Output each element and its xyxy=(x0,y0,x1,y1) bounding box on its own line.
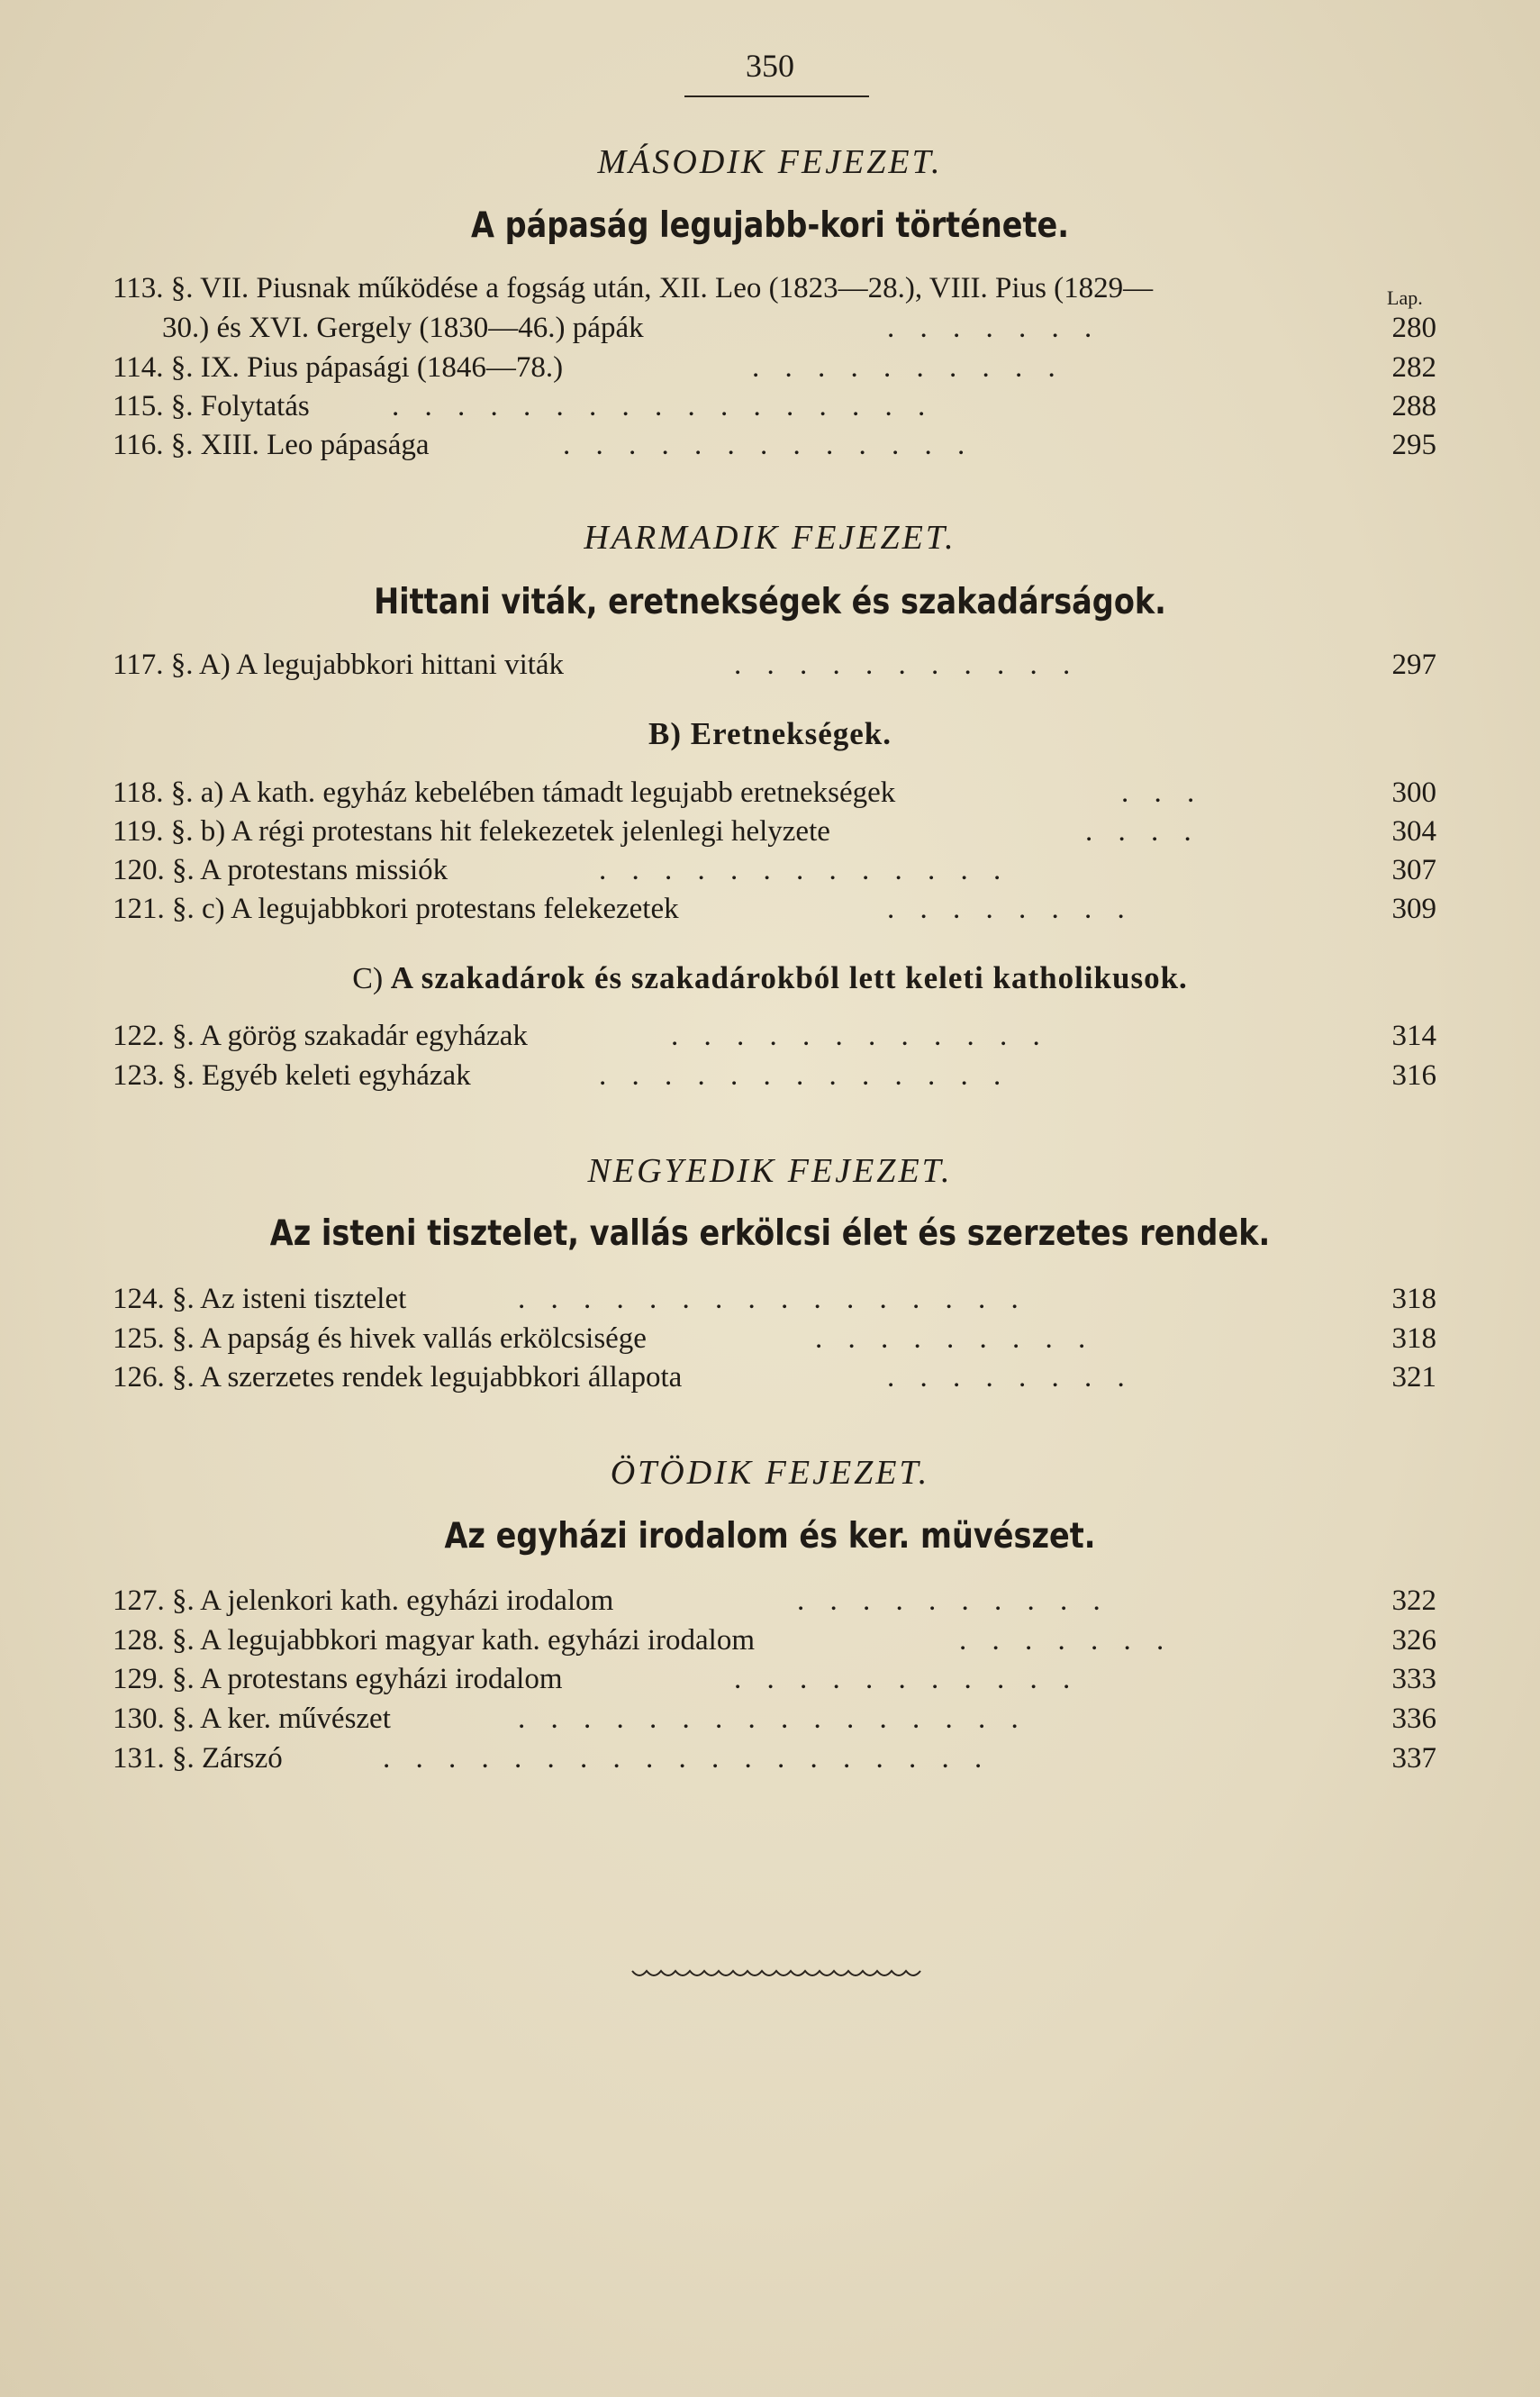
leader-dots: . . . . . . . . . . xyxy=(797,1584,1110,1617)
page-number-rule xyxy=(684,95,869,97)
toc-entry-text: 125. §. A papság és hivek vallás erkölcsisége xyxy=(113,1322,647,1355)
toc-page-number: 295 xyxy=(1391,429,1436,461)
toc-entry xyxy=(113,1581,1436,1621)
chapter-title-4: NEGYEDIK FEJEZET. xyxy=(587,1152,953,1190)
toc-entry xyxy=(113,308,1436,348)
toc-entry-text: 30.) és XVI. Gergely (1830—46.) pápák xyxy=(162,312,644,344)
toc-entry xyxy=(113,1319,1436,1358)
toc-entry-text: 120. §. A protestans missiók xyxy=(113,854,448,886)
toc-page-number: 280 xyxy=(1391,312,1436,344)
toc-entry-text: 128. §. A legujabbkori magyar kath. egyházi irodalom xyxy=(113,1624,755,1657)
toc-entry-text: 129. §. A protestans egyházi irodalom xyxy=(113,1663,563,1695)
toc-entry xyxy=(113,812,1436,851)
toc-entry-text: 121. §. c) A legujabbkori protestans felekezetek xyxy=(113,893,679,925)
toc-entry xyxy=(113,1357,1436,1397)
toc-entry xyxy=(113,268,1436,308)
toc-page-number: 337 xyxy=(1391,1742,1436,1775)
toc-entry xyxy=(113,425,1436,465)
toc-entry-text: 126. §. A szerzetes rendek legujabbkori állapota xyxy=(113,1361,683,1394)
toc-entry-text: 123. §. Egyéb keleti egyházak xyxy=(113,1059,471,1092)
toc-entry-text: 116. §. XIII. Leo pápasága xyxy=(113,429,430,461)
toc-entry-text: 113. §. VII. Piusnak működése a fogság után, XII. Leo (1823—28.), VIII. Pius (1829— xyxy=(113,272,1154,304)
wavy-ornament-icon xyxy=(630,1964,923,1984)
toc-entry xyxy=(113,889,1436,929)
page-number: 350 xyxy=(746,48,794,84)
section-heading-b-text: B) Eretnekségek. xyxy=(648,716,892,751)
toc-entry xyxy=(113,645,1436,685)
lap-column-label: Lap. xyxy=(1387,286,1423,309)
section-heading-c-text: A szakadárok és szakadárokból lett keleti katholikusok. xyxy=(390,960,1188,995)
leader-dots: . . . . . . . . . . . xyxy=(734,1663,1080,1695)
chapter-title-2: MÁSODIK FEJEZET. xyxy=(597,143,943,181)
toc-page-number: 314 xyxy=(1391,1020,1436,1052)
leader-dots: . . . . . . . xyxy=(887,312,1101,344)
toc-entry-text: 119. §. b) A régi protestans hit felekezetek jelenlegi helyzete xyxy=(113,815,830,848)
leader-dots: . . . . . . . . . . . . . . . . . xyxy=(392,390,935,422)
toc-entry-text: 115. §. Folytatás xyxy=(113,390,310,422)
leader-dots: . . . . . . . . xyxy=(887,1361,1134,1394)
toc-entry xyxy=(113,348,1436,387)
leader-dots: . . . . xyxy=(1085,815,1200,848)
leader-dots: . . . . . . . . . . . . . xyxy=(599,1059,1010,1092)
toc-entry-text: 127. §. A jelenkori kath. egyházi irodalom xyxy=(113,1584,614,1617)
toc-entry xyxy=(113,1699,1436,1739)
leader-dots: . . . xyxy=(1121,776,1204,809)
toc-page-number: 318 xyxy=(1391,1283,1436,1315)
chapter-subtitle-3: Hittani viták, eretnekségek és szakadárságok. xyxy=(374,582,1166,622)
toc-page-number: 318 xyxy=(1391,1322,1436,1355)
toc-entry xyxy=(113,773,1436,813)
leader-dots: . . . . . . . . . xyxy=(815,1322,1095,1355)
toc-page-number: 297 xyxy=(1391,649,1436,681)
leader-dots: . . . . . . . . . . . . . xyxy=(563,429,974,461)
chapter-title-3: HARMADIK FEJEZET. xyxy=(584,519,956,557)
chapter-subtitle-2: A pápaság legujabb-kori története. xyxy=(470,205,1070,246)
toc-entry xyxy=(113,1659,1436,1699)
toc-entry xyxy=(113,850,1436,890)
leader-dots: . . . . . . . . . . . . . xyxy=(599,854,1010,886)
toc-entry xyxy=(113,386,1436,426)
toc-page-number: 300 xyxy=(1391,776,1436,809)
toc-page-number: 304 xyxy=(1391,815,1436,848)
section-heading-c-prefix: C) xyxy=(352,962,384,995)
toc-entry-text: 117. §. A) A legujabbkori hittani viták xyxy=(113,649,565,681)
toc-page-number: 288 xyxy=(1391,390,1436,422)
toc-page-number: 309 xyxy=(1391,893,1436,925)
toc-entry-text: 130. §. A ker. művészet xyxy=(113,1702,391,1735)
toc-page-number: 307 xyxy=(1391,854,1436,886)
leader-dots: . . . . . . . . . . . . xyxy=(671,1020,1049,1052)
toc-entry xyxy=(113,1279,1436,1319)
toc-page-number: 326 xyxy=(1391,1624,1436,1657)
toc-page-number: 282 xyxy=(1391,351,1436,384)
leader-dots: . . . . . . . . . . . xyxy=(734,649,1080,681)
toc-entry-text: 118. §. a) A kath. egyház kebelében támadt legujabb eretnekségek xyxy=(113,776,896,809)
toc-entry xyxy=(113,1621,1436,1660)
leader-dots: . . . . . . . xyxy=(959,1624,1173,1657)
toc-page-number: 333 xyxy=(1391,1663,1436,1695)
leader-dots: . . . . . . . . . . xyxy=(752,351,1064,384)
toc-page-number: 336 xyxy=(1391,1702,1436,1735)
toc-page-number: 321 xyxy=(1391,1361,1436,1394)
chapter-title-5: ÖTÖDIK FEJEZET. xyxy=(610,1454,930,1492)
toc-entry xyxy=(113,1016,1436,1056)
toc-entry xyxy=(113,1056,1436,1095)
leader-dots: . . . . . . . . . . . . . . . . xyxy=(518,1702,1028,1735)
toc-entry-text: 114. §. IX. Pius pápasági (1846—78.) xyxy=(113,351,564,384)
leader-dots: . . . . . . . . . . . . . . . . . . . xyxy=(383,1742,992,1775)
toc-entry-text: 122. §. A görög szakadár egyházak xyxy=(113,1020,528,1052)
section-heading-b xyxy=(0,716,1540,752)
chapter-subtitle-4: Az isteni tisztelet, vallás erkölcsi élet és szerzetes rendek. xyxy=(269,1213,1271,1254)
section-heading-c xyxy=(0,960,1540,996)
toc-entry xyxy=(113,1739,1436,1778)
toc-page-number: 316 xyxy=(1391,1059,1436,1092)
chapter-subtitle-5: Az egyházi irodalom és ker. müvészet. xyxy=(444,1516,1096,1557)
leader-dots: . . . . . . . . . . . . . . . . xyxy=(518,1283,1028,1315)
toc-page-number: 322 xyxy=(1391,1584,1436,1617)
toc-entry-text: 124. §. Az isteni tisztelet xyxy=(113,1283,407,1315)
leader-dots: . . . . . . . . xyxy=(887,893,1134,925)
toc-entry-text: 131. §. Zárszó xyxy=(113,1742,283,1775)
